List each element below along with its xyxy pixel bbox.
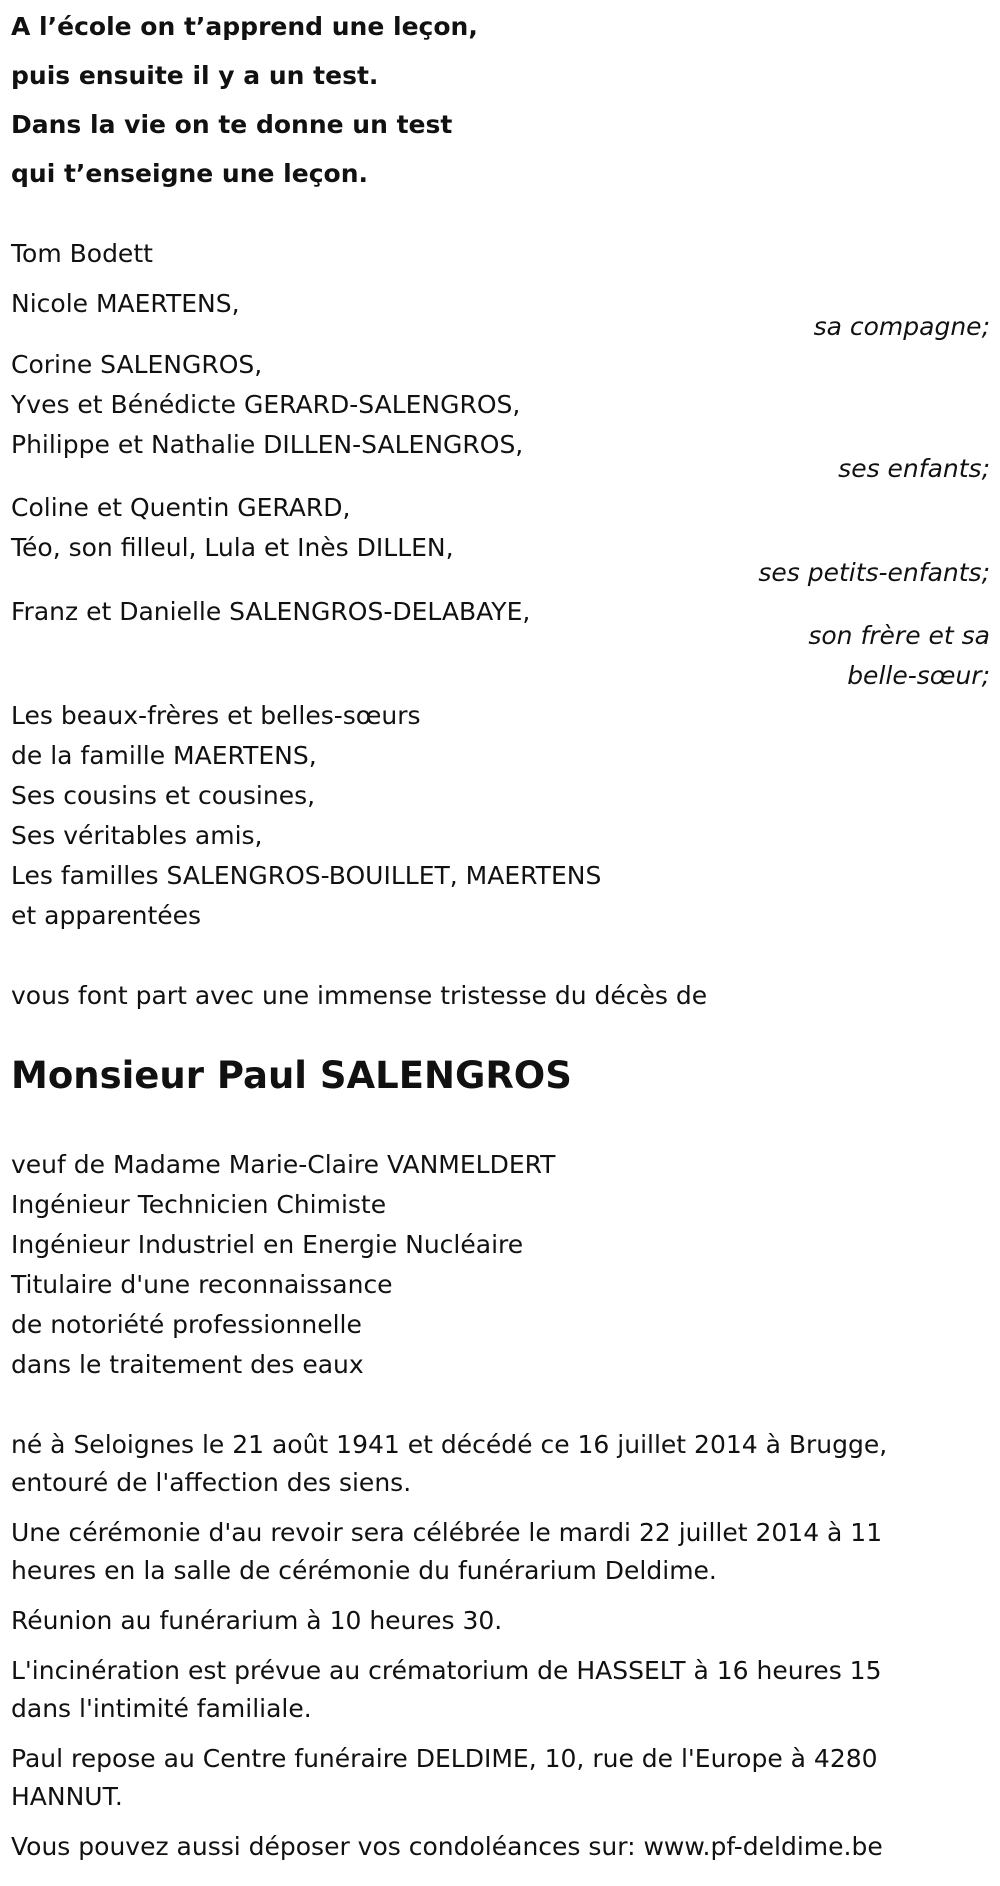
child-3: Philippe et Nathalie DILLEN-SALENGROS, xyxy=(11,430,524,459)
deceased-name: Monsieur Paul SALENGROS xyxy=(11,1054,572,1097)
birth-death-line-2: entouré de l'affection des siens. xyxy=(11,1468,412,1497)
child-2: Yves et Bénédicte GERARD-SALENGROS, xyxy=(11,390,521,419)
cremation-line-1: L'incinération est prévue au crématorium de HASSELT à 16 heures 15 xyxy=(11,1656,882,1685)
sibling-name: Franz et Danielle SALENGROS-DELABAYE, xyxy=(11,597,531,626)
rest-line-2: HANNUT. xyxy=(11,1782,123,1811)
quote-line-1: A l’école on t’apprend une leçon, xyxy=(11,12,478,41)
detail-line-6: dans le traitement des eaux xyxy=(11,1350,364,1379)
detail-line-1: veuf de Madame Marie-Claire VANMELDERT xyxy=(11,1150,556,1179)
detail-line-5: de notoriété professionnelle xyxy=(11,1310,362,1339)
others-line-3: Ses cousins et cousines, xyxy=(11,781,316,810)
cremation-line-2: dans l'intimité familiale. xyxy=(11,1694,312,1723)
meeting-info: Réunion au funérarium à 10 heures 30. xyxy=(11,1606,503,1635)
others-line-2: de la famille MAERTENS, xyxy=(11,741,317,770)
partner-role: sa compagne; xyxy=(813,312,990,341)
rest-line-1: Paul repose au Centre funéraire DELDIME, 10, rue de l'Europe à 4280 xyxy=(11,1744,878,1773)
quote-line-4: qui t’enseigne une leçon. xyxy=(11,159,368,188)
condolences-info: Vous pouvez aussi déposer vos condoléances sur: www.pf-deldime.be xyxy=(11,1832,883,1861)
others-line-1: Les beaux-frères et belles-sœurs xyxy=(11,701,421,730)
grandchild-2: Téo, son filleul, Lula et Inès DILLEN, xyxy=(11,533,454,562)
quote-line-3: Dans la vie on te donne un test xyxy=(11,110,453,139)
detail-line-2: Ingénieur Technicien Chimiste xyxy=(11,1190,387,1219)
announcement: vous font part avec une immense tristesse du décès de xyxy=(11,981,708,1010)
grandchildren-role: ses petits-enfants; xyxy=(758,558,990,587)
quote-line-2: puis ensuite il y a un test. xyxy=(11,61,379,90)
birth-death-line-1: né à Seloignes le 21 août 1941 et décédé ce 16 juillet 2014 à Brugge, xyxy=(11,1430,888,1459)
others-line-5: Les familles SALENGROS-BOUILLET, MAERTENS xyxy=(11,861,602,890)
quote-author: Tom Bodett xyxy=(11,239,153,268)
others-line-6: et apparentées xyxy=(11,901,202,930)
sibling-role-line-1: son frère et sa xyxy=(808,621,990,650)
detail-line-4: Titulaire d'une reconnaissance xyxy=(11,1270,393,1299)
sibling-role-line-2: belle-sœur; xyxy=(847,661,990,690)
others-line-4: Ses véritables amis, xyxy=(11,821,263,850)
child-1: Corine SALENGROS, xyxy=(11,350,263,379)
children-role: ses enfants; xyxy=(838,454,990,483)
partner-name: Nicole MAERTENS, xyxy=(11,289,240,318)
grandchild-1: Coline et Quentin GERARD, xyxy=(11,493,351,522)
ceremony-line-1: Une cérémonie d'au revoir sera célébrée le mardi 22 juillet 2014 à 11 xyxy=(11,1518,883,1547)
ceremony-line-2: heures en la salle de cérémonie du funérarium Deldime. xyxy=(11,1556,717,1585)
detail-line-3: Ingénieur Industriel en Energie Nucléaire xyxy=(11,1230,524,1259)
